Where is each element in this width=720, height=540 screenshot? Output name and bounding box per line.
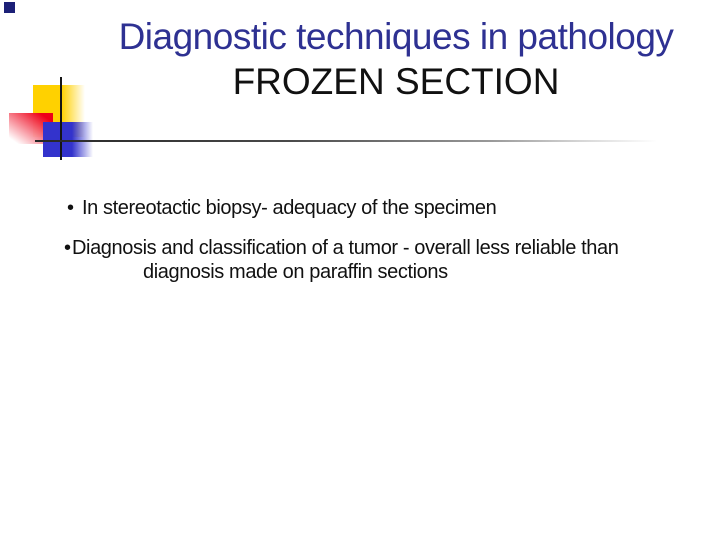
slide-title: Diagnostic techniques in pathology bbox=[118, 16, 674, 57]
bullet2-marker: • bbox=[64, 237, 71, 259]
bullet1-marker: • bbox=[67, 197, 74, 219]
corner-accent-square bbox=[4, 2, 15, 13]
vertical-accent-line bbox=[60, 77, 62, 160]
bullet1-text: In stereotactic biopsy- adequacy of the specimen bbox=[82, 197, 497, 219]
slide-subtitle: FROZEN SECTION bbox=[232, 61, 560, 102]
bullet2-text-line2: diagnosis made on paraffin sections bbox=[143, 261, 448, 283]
bullet2-text-line1: Diagnosis and classification of a tumor - overall less reliable than bbox=[72, 237, 619, 259]
title-divider-line bbox=[35, 140, 670, 142]
slide-title-block bbox=[90, 14, 702, 104]
